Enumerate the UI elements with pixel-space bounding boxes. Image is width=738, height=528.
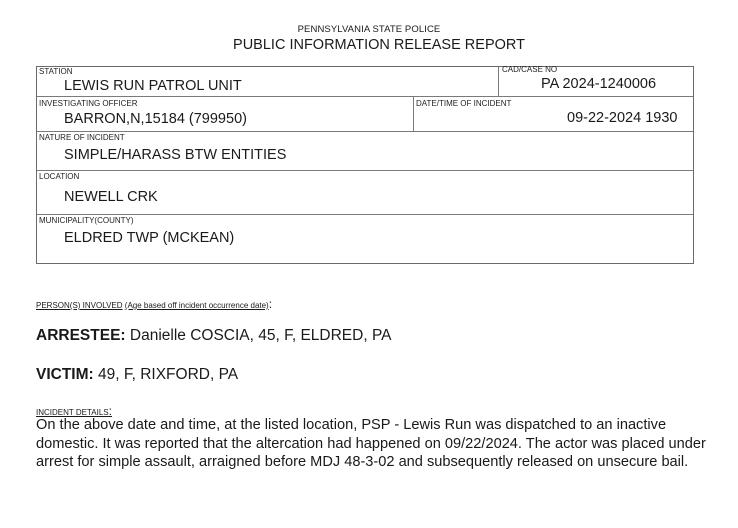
- incident-details-colon: :: [108, 404, 112, 418]
- row-divider: [37, 170, 693, 171]
- persons-note: (Age based off incident occurrence date): [124, 301, 269, 310]
- report-title: PUBLIC INFORMATION RELEASE REPORT: [233, 37, 525, 53]
- persons-colon: :: [268, 297, 273, 311]
- station-value: LEWIS RUN PATROL UNIT: [64, 78, 242, 94]
- arrestee-value: Danielle COSCIA, 45, F, ELDRED, PA: [125, 327, 392, 344]
- persons-label: PERSON(S) INVOLVED: [36, 301, 123, 310]
- incident-details-text: On the above date and time, at the listed location, PSP - Lewis Run was dispatched to an inactive domestic. It was reported that the altercation had happened on 09/22/2024. The actor was placed under arrest for simple assault, arraigned before MDJ 48-3-02 and subsequently released on unsecure bail.: [36, 417, 706, 470]
- location-label: LOCATION: [39, 172, 80, 181]
- datetime-label: DATE/TIME OF INCIDENT: [416, 99, 512, 108]
- column-divider: [498, 67, 499, 96]
- station-label: STATION: [39, 67, 73, 76]
- municipality-value: ELDRED TWP (MCKEAN): [64, 230, 235, 246]
- location-value: NEWELL CRK: [64, 189, 158, 205]
- officer-value: BARRON,N,15184 (799950): [64, 111, 247, 127]
- row-divider: [37, 131, 693, 132]
- municipality-label: MUNICIPALITY(COUNTY): [39, 216, 134, 225]
- arrestee-line: [36, 327, 391, 345]
- victim-line: [36, 366, 238, 384]
- arrestee-label: ARRESTEE:: [36, 327, 126, 344]
- officer-label: INVESTIGATING OFFICER: [39, 99, 138, 108]
- row-divider: [37, 214, 693, 215]
- incident-info-table: [36, 66, 694, 264]
- datetime-value: 09-22-2024 1930: [567, 110, 678, 126]
- nature-value: SIMPLE/HARASS BTW ENTITIES: [64, 147, 287, 163]
- agency-name: PENNSYLVANIA STATE POLICE: [297, 24, 441, 35]
- case-no-label: CAD/CASE NO: [502, 65, 558, 74]
- incident-details-label: INCIDENT DETAILS: [36, 408, 109, 417]
- column-divider: [413, 96, 414, 131]
- case-no-value: PA 2024-1240006: [541, 76, 657, 92]
- victim-value: 49, F, RIXFORD, PA: [93, 366, 239, 383]
- victim-label: VICTIM:: [36, 366, 94, 383]
- persons-involved-heading: [36, 297, 272, 311]
- row-divider: [37, 96, 693, 97]
- nature-label: NATURE OF INCIDENT: [39, 133, 125, 142]
